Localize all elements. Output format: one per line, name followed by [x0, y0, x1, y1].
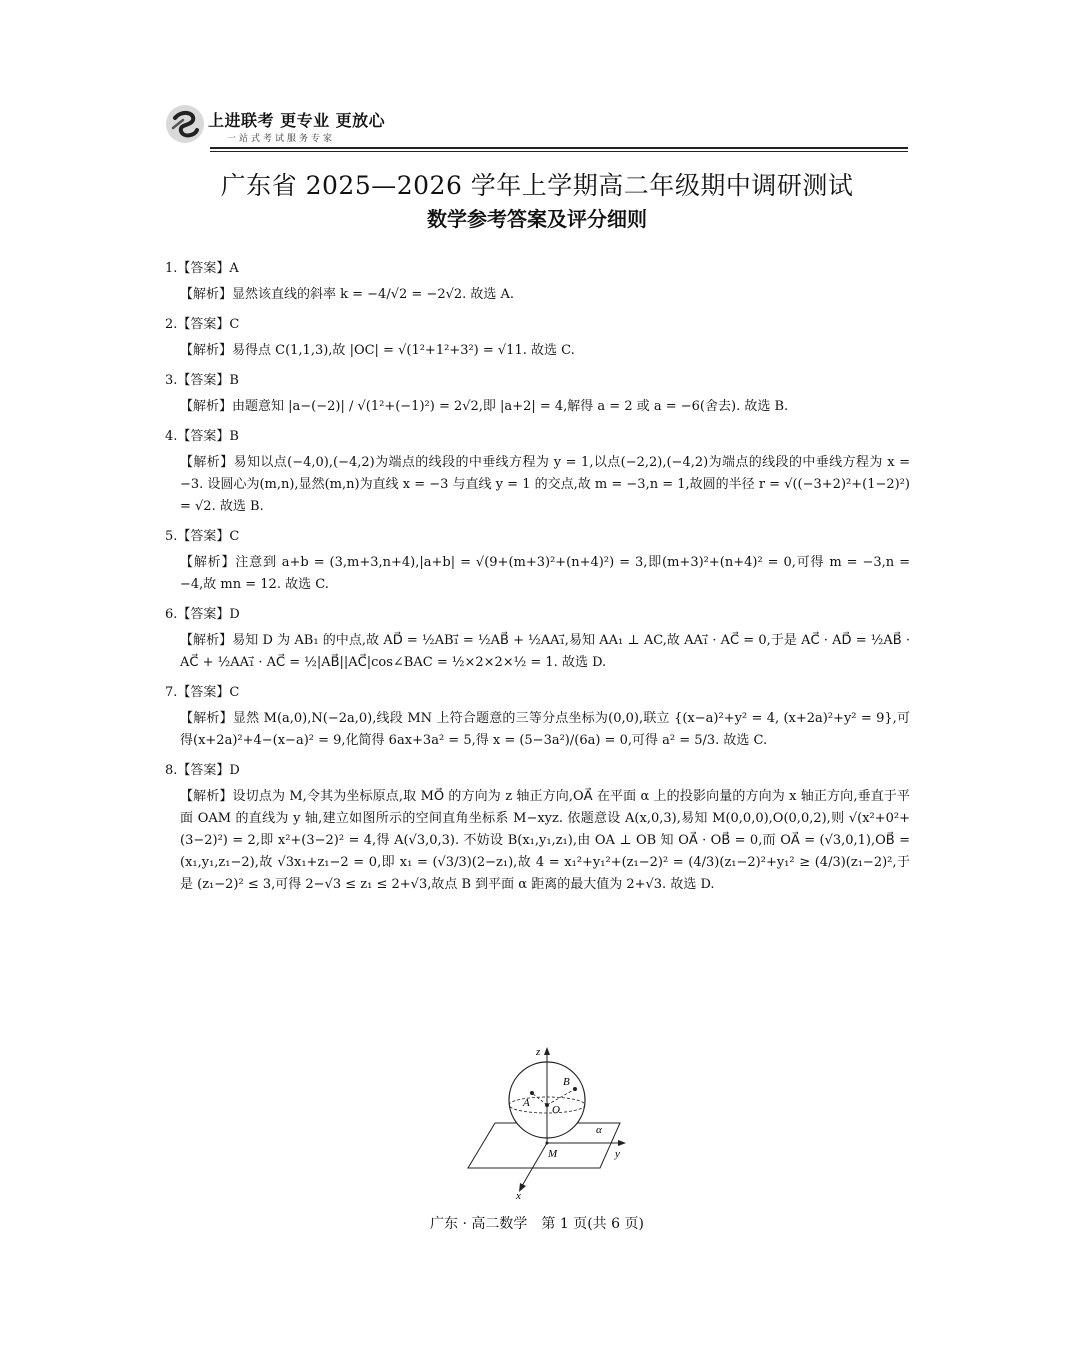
point-M	[546, 1142, 549, 1145]
slogan: 上进联考 更专业 更放心	[208, 111, 386, 130]
header-rule	[210, 147, 908, 149]
logo-icon	[165, 104, 205, 144]
answer-line: 5.【答案】C	[165, 529, 240, 544]
label-A: A	[523, 1097, 530, 1109]
sphere-plane-diagram	[460, 1043, 635, 1203]
label-alpha: α	[596, 1124, 602, 1136]
subslogan: 一站式考试服务专家	[227, 134, 336, 144]
analysis-text: 【解析】注意到 a+b = (3,m+3,n+4),|a+b| = √(9+(m+3)²+(n+4)²) = 3,即(m+3)²+(n+4)² = 0,可得 m = −3,n = −4,故 mn = 12. 故选 C.	[180, 555, 910, 592]
page-subtitle: 数学参考答案及评分细则	[427, 207, 647, 231]
header	[165, 100, 910, 152]
question-1	[165, 258, 910, 306]
answer-line: 1.【答案】A	[165, 261, 239, 276]
z-arrow	[544, 1047, 550, 1055]
point-B	[573, 1087, 577, 1091]
answer-line: 8.【答案】D	[165, 763, 240, 778]
label-z: z	[536, 1046, 541, 1058]
y-arrow	[618, 1140, 626, 1146]
analysis-text: 【解析】由题意知 |a−(−2)| / √(1²+(−1)²) = 2√2,即 |a+2| = 4,解得 a = 2 或 a = −6(舍去). 故选 B.	[180, 399, 789, 414]
answer-line: 4.【答案】B	[165, 429, 239, 444]
answer-line: 7.【答案】C	[165, 685, 240, 700]
answer-list	[165, 258, 910, 896]
analysis-text: 【解析】易知 D 为 AB₁ 的中点,故 AD⃗ = ½AB₁⃗ = ½AB⃗ + ½AA₁⃗,易知 AA₁ ⊥ AC,故 AA₁⃗ · AC⃗ = 0,于是 AC⃗ · AD⃗ = ½AB⃗ · AC⃗ + ½AA₁⃗ · AC⃗ = ½|AB⃗||AC⃗|cos∠BAC = ½×2×2×½ = 1. 故选 D.	[180, 633, 910, 670]
question-6	[165, 604, 910, 674]
question-7	[165, 682, 910, 752]
answer-line: 3.【答案】B	[165, 373, 239, 388]
point-A	[530, 1091, 534, 1095]
analysis-text: 【解析】设切点为 M,令其为坐标原点,取 MO⃗ 的方向为 z 轴正方向,OA⃗ 在平面 α 上的投影向量的方向为 x 轴正方向,垂直于平面 OAM 的直线为 y 轴,建立如图所示的空间直角坐标系 M−xyz. 依题意设 A(x,0,3),易知 M(0,0,0),O(0,0,2),则 √(x²+0²+(3−2)²) = 2,即 x²+(3−2)² = 4,得 A(√3,0,3). 不妨设 B(x₁,y₁,z₁),由 OA ⊥ OB 知 OA⃗ · OB⃗ = 0,而 OA⃗ = (√3,0,1),OB⃗ = (x₁,y₁,z₁−2),故 √3x₁+z₁−2 = 0,即 x₁ = (√3/3)(2−z₁),故 4 = x₁²+y₁²+(z₁−2)² = (4/3)(z₁−2)²+y₁² ≥ (4/3)(z₁−2)²,于是 (z₁−2)² ≤ 3,可得 2−√3 ≤ z₁ ≤ 2+√3,故点 B 到平面 α 距离的最大值为 2+√3. 故选 D.	[180, 789, 910, 892]
label-y: y	[615, 1148, 620, 1160]
analysis-text: 【解析】显然该直线的斜率 k = −4/√2 = −2√2. 故选 A.	[180, 287, 515, 302]
analysis-text: 【解析】显然 M(a,0),N(−2a,0),线段 MN 上符合题意的三等分点坐标为(0,0),联立 {(x−a)²+y² = 4, (x+2a)²+y² = 9},可得(x+2a)²+4−(x−a)² = 9,化简得 6ax+3a² = 5,得 x = (5−3a²)/(6a) = 0,可得 a² = 5/3. 故选 C.	[180, 711, 910, 748]
point-O	[545, 1103, 549, 1107]
question-5	[165, 526, 910, 596]
question-4	[165, 426, 910, 518]
question-3	[165, 370, 910, 418]
x-axis	[522, 1143, 547, 1186]
answer-line: 6.【答案】D	[165, 607, 240, 622]
question-2	[165, 314, 910, 362]
page-footer: 广东 · 高二数学 第 1 页(共 6 页)	[430, 1216, 644, 1232]
analysis-text: 【解析】易知以点(−4,0),(−4,2)为端点的线段的中垂线方程为 y = 1,以点(−2,2),(−4,2)为端点的线段的中垂线方程为 x = −3. 设圆心为(m,n),显然(m,n)为直线 x = −3 与直线 y = 1 的交点,故 m = −3,n = 1,故圆的半径 r = √((−3+2)²+(1−2)²) = √2. 故选 B.	[180, 455, 910, 514]
label-B: B	[563, 1076, 570, 1088]
analysis-text: 【解析】易得点 C(1,1,3),故 |OC| = √(1²+1²+3²) = √11. 故选 C.	[180, 343, 575, 358]
page-title: 广东省 2025—2026 学年上学期高二年级期中调研测试	[220, 171, 854, 200]
label-x: x	[516, 1190, 521, 1202]
question-8	[165, 760, 910, 896]
header-rule-thin	[210, 151, 908, 152]
answer-line: 2.【答案】C	[165, 317, 240, 332]
label-O: O	[552, 1104, 560, 1116]
label-M: M	[548, 1148, 558, 1160]
